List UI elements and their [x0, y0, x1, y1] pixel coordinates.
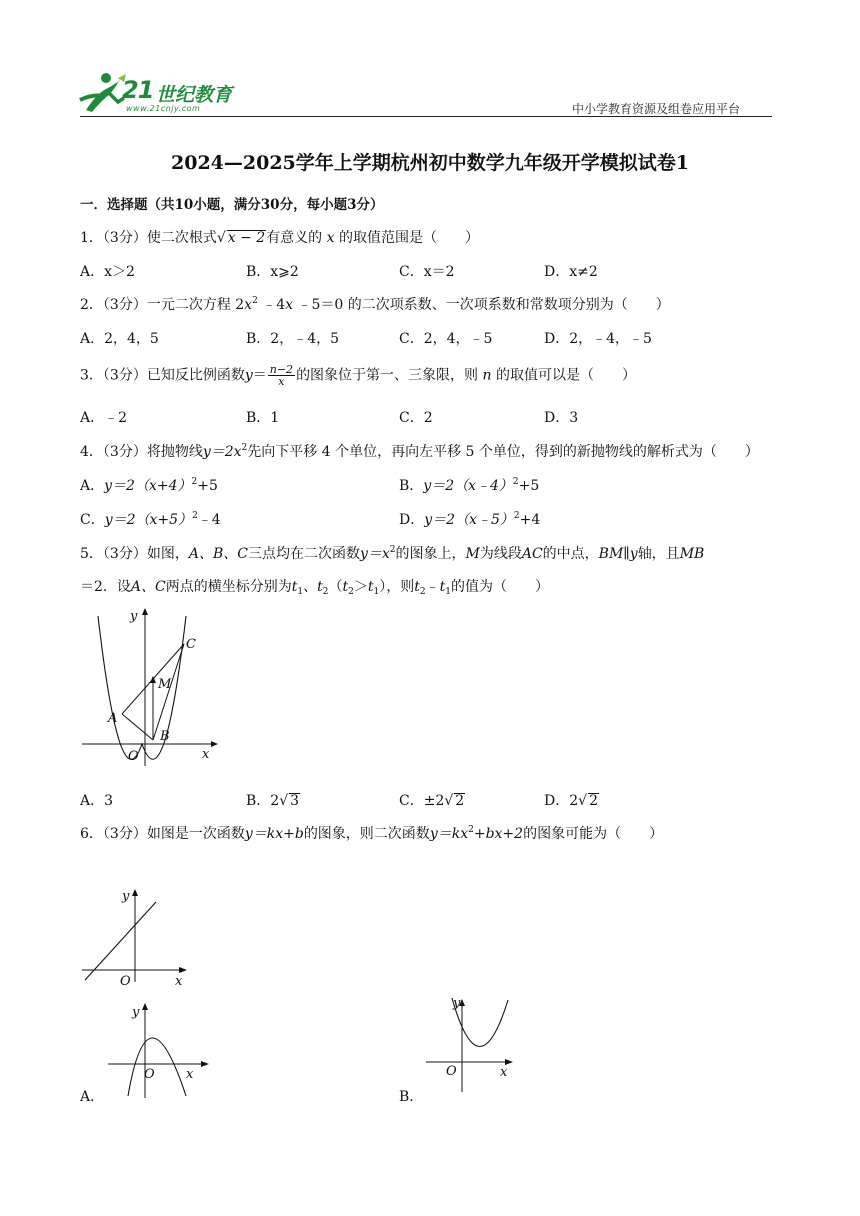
q5-option-b-label: B．: [246, 793, 271, 809]
q5-text-i: 的中点，: [542, 546, 599, 562]
logo-chinese: 世纪教育: [156, 84, 233, 106]
logo-21: 21: [122, 76, 154, 104]
q5-label-o: O: [128, 749, 139, 764]
q3-option-d[interactable]: D．3: [544, 410, 579, 426]
q5-l2-i: ＞: [353, 579, 368, 595]
q4-option-a-label: A．: [80, 478, 105, 494]
question-5-line-2: [80, 576, 549, 596]
q2-option-d[interactable]: D．2，﹣4，﹣5: [544, 331, 652, 347]
q5-l2-c: 两点的横坐标分别为: [165, 579, 292, 595]
q5-label-y: y: [130, 609, 138, 624]
page-title: 2024—2025学年上学期杭州初中数学九年级开学模拟试卷1: [171, 152, 689, 174]
q5-t2: t: [317, 579, 323, 595]
q6-linear-x-arrow: [179, 967, 187, 973]
q6-a-y-arrow: [142, 1003, 148, 1010]
q5-y: y: [629, 546, 638, 562]
q1-option-c[interactable]: C．x＝2: [399, 264, 455, 280]
q2-option-a[interactable]: A．2，4，5: [80, 331, 159, 347]
q5-l2-m: ﹣: [425, 579, 440, 595]
q6-linear-y-arrow: [132, 889, 138, 896]
q6-option-a-figure[interactable]: [100, 998, 220, 1098]
q3-text-3: 的取值可以是（ ）: [496, 367, 636, 384]
question-6: [80, 823, 663, 843]
q6-a-x-arrow: [201, 1061, 209, 1067]
q6-option-b-figure[interactable]: [424, 994, 534, 1094]
q6-linear: y＝kx+b: [244, 826, 304, 842]
q3-text-2: 的图象位于第一、三象限，则: [296, 367, 479, 384]
q3-option-b[interactable]: B．1: [246, 410, 280, 426]
q3-var-n: n: [482, 367, 492, 384]
question-5-line-1: [80, 543, 704, 563]
q5-option-c-coef: ±2: [423, 793, 445, 809]
q5-text-g: 为线段: [479, 546, 522, 562]
q5-segment-ab: [122, 714, 153, 740]
platform-label: 中小学教育资源及组卷应用平台: [571, 102, 740, 116]
q4-option-c-tail: ﹣4: [197, 512, 221, 528]
q6-b-label-y: y: [453, 996, 461, 1011]
logo-url: www.21cnjy.com: [126, 104, 201, 113]
q5-exp: 2: [389, 545, 396, 555]
q6-exp: 2: [468, 825, 474, 835]
q4-option-c-exp: 2: [192, 511, 198, 521]
q6-a-label-o: O: [144, 1067, 155, 1082]
q5-label-x: x: [202, 747, 210, 762]
q5-option-a[interactable]: [80, 790, 113, 810]
q6-b-label-x: x: [500, 1065, 508, 1080]
q1-text-3: 的取值范围是（ ）: [339, 230, 479, 246]
logo: [78, 70, 258, 116]
q5-l2-o: 的值为（ ）: [451, 579, 549, 595]
q5-parabola: [98, 616, 186, 759]
q5-l2-b: A、C: [130, 579, 166, 595]
q2-option-b[interactable]: B．2，﹣4，5: [246, 331, 340, 347]
q6-a-parabola: [128, 1038, 186, 1096]
q5-t1-sub: 1: [297, 587, 304, 597]
q5-t2-sub: 2: [322, 587, 329, 597]
runner-icon: [78, 70, 128, 116]
q5-option-d-radicand: 2: [589, 793, 598, 809]
q3-numerator: n−2: [269, 363, 294, 376]
q5-t1: t: [291, 579, 298, 595]
q6-a-label-x: x: [186, 1067, 194, 1082]
q4-function: y＝2x: [202, 444, 242, 460]
q6-linear-line: [85, 902, 156, 980]
q1-option-a[interactable]: A．x＞2: [80, 264, 135, 280]
q3-denominator: x: [278, 375, 285, 388]
q5-option-c-label: C．: [399, 793, 424, 809]
q1-option-d[interactable]: D．x≠2: [544, 264, 598, 280]
q6-b-label-o: O: [446, 1064, 457, 1079]
q4-option-b-body: y＝2（x﹣4）: [423, 478, 513, 494]
q1-text-2: 有意义的: [266, 230, 323, 246]
q3-eq: ＝: [252, 367, 267, 384]
q4-option-a-tail: +5: [197, 478, 218, 494]
q6-option-b[interactable]: B．: [399, 1089, 424, 1105]
q6-text-3: 的图象可能为（ ）: [523, 826, 664, 842]
q5-option-d[interactable]: D．2√ 2: [544, 793, 598, 809]
q5-figure: [78, 606, 228, 766]
q5-option-b[interactable]: B．2√ 3: [246, 793, 300, 809]
q4-exp: 2: [241, 443, 248, 453]
q4-option-a-body: y＝2（x+4）: [104, 478, 192, 494]
q5-l2-g: （: [328, 579, 343, 595]
q4-option-d-exp: 2: [513, 511, 520, 521]
q5-label-m: M: [158, 677, 172, 692]
q5-points: A、B、C: [188, 546, 248, 562]
q5-option-c-radicand: 2: [455, 793, 465, 809]
q2-option-c[interactable]: C．2，4，﹣5: [399, 331, 493, 347]
q5-t1b-sub: 1: [373, 587, 380, 597]
q5-t2b: t: [342, 579, 349, 595]
q5-bm: BM: [598, 546, 624, 562]
q5-label-a: A: [108, 711, 118, 726]
q5-option-c[interactable]: C．±2√ 2: [399, 793, 465, 809]
q5-y-arrow: [142, 608, 148, 615]
q5-option-a-value: 3: [104, 793, 114, 809]
q4-option-d-label: D．: [399, 512, 425, 528]
q5-ac: AC: [521, 546, 543, 562]
q6-text-2: 的图象，则二次函数: [303, 826, 430, 842]
q5-option-d-coef: 2: [569, 793, 579, 809]
q5-text-c: 三点均在二次函数: [247, 546, 360, 562]
q4-option-d-tail: +4: [519, 512, 541, 528]
q6-linear-label-y: y: [122, 889, 130, 904]
q6-quadratic: y＝kx: [429, 826, 469, 842]
q5-option-b-radicand: 3: [290, 793, 300, 809]
q2-text: 2．（3分）一元二次方程 2: [80, 297, 245, 313]
q5-t2c: t: [414, 579, 420, 595]
q2-var-2: x: [285, 297, 294, 313]
q4-option-c[interactable]: [80, 509, 221, 529]
q6-linear-label-o: O: [120, 974, 131, 989]
q1-text: 1．（3分）使二次根式: [80, 230, 217, 246]
q5-t2b-sub: 2: [348, 587, 354, 597]
q3-text: 3．（3分）已知反比例函数: [80, 367, 245, 384]
q4-option-c-label: C．: [80, 512, 105, 528]
q5-t1c: t: [439, 579, 446, 595]
q3-var-y: y: [244, 367, 253, 384]
q5-option-b-coef: 2: [270, 793, 280, 809]
q1-option-b[interactable]: B．x⩾2: [246, 264, 299, 280]
question-1: 1．（3分）使二次根式√ x − 2有意义的 x 的取值范围是（ ）: [80, 230, 479, 246]
q4-option-b-label: B．: [399, 478, 424, 494]
header-divider: [80, 116, 772, 117]
question-3: [80, 364, 636, 387]
q5-function: y＝x: [359, 546, 390, 562]
q5-label-c: C: [186, 637, 196, 652]
q5-text-e: 的图象上，: [395, 546, 466, 562]
q4-option-a[interactable]: [80, 475, 218, 495]
q6-linear-label-x: x: [175, 974, 183, 989]
q4-option-c-body: y＝2（x+5）: [104, 512, 193, 528]
q2-exp: 2: [252, 296, 258, 306]
q5-m: M: [465, 546, 480, 562]
q5-parallel: ∥: [623, 546, 630, 562]
q1-radicand: x − 2: [227, 230, 266, 246]
q6-quadratic-b: +bx+2: [473, 826, 524, 842]
q5-option-d-label: D．: [544, 793, 570, 809]
question-4: [80, 441, 759, 461]
q3-option-c[interactable]: C．2: [399, 410, 433, 426]
q4-option-b-tail: +5: [518, 478, 540, 494]
q5-x-arrow: [211, 741, 218, 747]
q5-l2-k: ），则: [379, 579, 415, 595]
q6-a-label-y: y: [132, 1005, 140, 1020]
q4-option-d-body: y＝2（x﹣5）: [424, 512, 514, 528]
q5-mb: MB: [679, 546, 705, 562]
q5-label-b: B: [160, 729, 170, 744]
q4-option-b-exp: 2: [512, 477, 519, 487]
q4-text: 4．（3分）将抛物线: [80, 444, 203, 460]
q3-option-a[interactable]: A．﹣2: [80, 410, 128, 426]
q5-text-a: 5．（3分）如图，: [80, 546, 189, 562]
q5-l2-e: 、: [303, 579, 318, 595]
q6-option-a[interactable]: A．: [80, 1089, 105, 1105]
q4-option-d[interactable]: [399, 509, 540, 529]
q6-linear-figure: [80, 884, 192, 994]
q4-option-a-exp: 2: [191, 477, 198, 487]
q5-t1b: t: [367, 579, 374, 595]
section-heading: 一．选择题（共10小题，满分30分，每小题3分）: [80, 197, 384, 213]
q4-text-2: 先向下平移 4 个单位，再向左平移 5 个单位，得到的新抛物线的解析式为（ ）: [247, 444, 759, 460]
q2-text-b: ﹣4: [257, 297, 286, 313]
q5-t2c-sub: 2: [419, 587, 426, 597]
q5-text-m: 轴，且: [637, 546, 680, 562]
question-2: [80, 294, 670, 314]
q6-text: 6．（3分）如图是一次函数: [80, 826, 245, 842]
q5-option-a-label: A．: [80, 793, 105, 809]
q5-l2-a: ＝2．设: [80, 579, 131, 595]
q2-text-c: ﹣5＝0 的二次项系数、一次项系数和常数项分别为（ ）: [293, 297, 670, 313]
q2-var: x: [244, 297, 253, 313]
q1-var: x: [326, 230, 335, 246]
q4-option-b[interactable]: [399, 475, 539, 495]
q5-t1c-sub: 1: [445, 587, 451, 597]
q3-fraction: [268, 364, 295, 387]
